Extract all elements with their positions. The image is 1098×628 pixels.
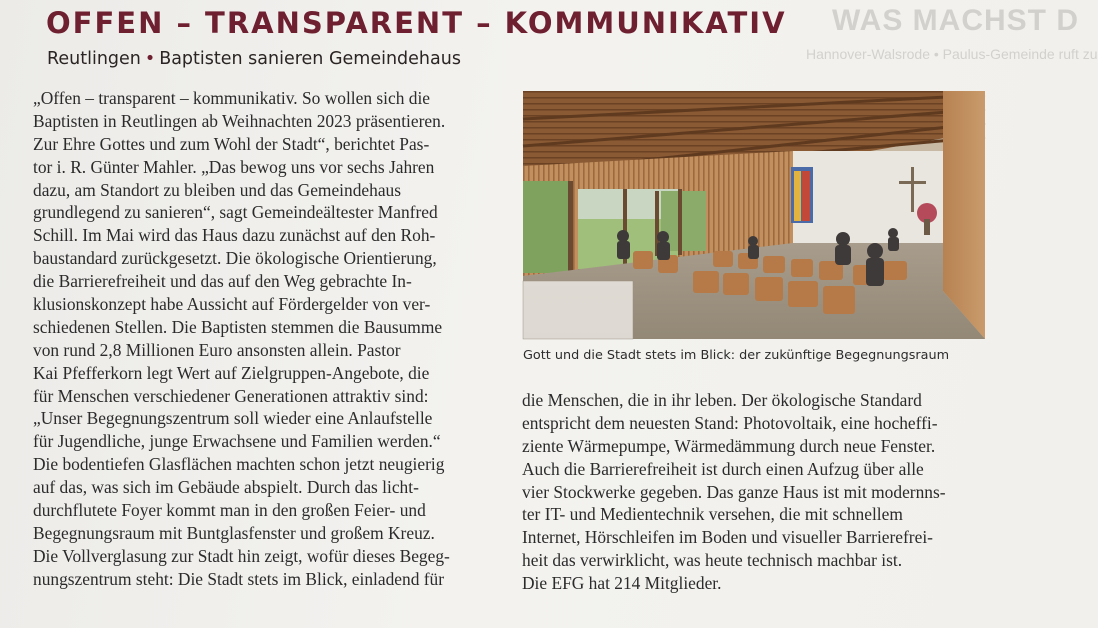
body-text-line: für Jugendliche, junge Erwachsene und Familien werden.“: [33, 431, 441, 452]
body-text-line: für Menschen verschiedener Generationen attraktiv sind:: [33, 385, 429, 406]
body-text-line: durchflutete Foyer kommt man in den großen Feier- und: [33, 500, 426, 521]
body-text-line: ter IT- und Medientechnik versehen, die mit schnellem: [522, 504, 903, 525]
body-text-line: Auch die Barrierefreiheit ist durch einen Aufzug über alle: [522, 458, 924, 479]
body-text-line: „Offen – transparent – kommunikativ. So wollen sich die: [33, 88, 431, 108]
bullet-separator: •: [144, 49, 156, 69]
body-text-line: Die bodentiefen Glasflächen machten schon jetzt neugierig: [33, 454, 445, 475]
body-text-line: Die Vollverglasung zur Stadt hin zeigt, wofür dieses Begeg-: [33, 545, 450, 566]
body-text-line: heit das verwirklicht, was heute technisch machbar ist.: [522, 550, 903, 571]
body-text-line: grundlegend zu sanieren“, sagt Gemeindeältester Manfred: [33, 202, 438, 223]
body-text-line: nungszentrum steht: Die Stadt stets im Blick, einladend für: [33, 568, 445, 589]
location-label: Reutlingen: [47, 49, 141, 69]
body-text-line: auf das, was sich im Gebäude abspielt. Durch das licht-: [33, 477, 419, 498]
body-text-line: schiedenen Stellen. Die Baptisten stemmen die Bausumme: [33, 316, 443, 337]
body-text-line: ziente Wärmepumpe, Wärmedämmung durch neue Fenster.: [522, 435, 936, 456]
subheadline-text: Baptisten sanieren Gemeindehaus: [159, 49, 461, 69]
body-text-line: Schill. Im Mai wird das Haus dazu zunächst auf den Roh-: [33, 225, 436, 246]
body-text-line: „Unser Begegnungszentrum soll wieder eine Anlaufstelle: [33, 408, 433, 429]
body-text-line: baustandard zurückgesetzt. Die ökologische Orientierung,: [33, 248, 437, 269]
show-through-text: [806, 4, 1098, 94]
body-text-line: die Barrierefreiheit und das auf den Weg gebrachte In-: [33, 271, 412, 292]
show-through-title: WAS MACHST D: [832, 4, 1079, 37]
article-subheadline: [47, 49, 461, 69]
body-text-line: tor i. R. Günter Mahler. „Das bewog uns vor sechs Jahren: [33, 156, 435, 177]
article-column-right: [522, 389, 992, 595]
body-text-line: Die EFG hat 214 Mitglieder.: [522, 573, 722, 594]
body-text-line: Internet, Hörschleifen im Boden und visueller Barrierefrei-: [522, 527, 933, 548]
body-text-line: dazu, am Standort zu bleiben und das Gemeindehaus: [33, 179, 401, 200]
body-text-line: Begegnungsraum mit Buntglasfenster und großem Kreuz.: [33, 522, 435, 543]
body-text-line: Kai Pfefferkorn legt Wert auf Zielgruppen-Angebote, die: [33, 362, 430, 383]
body-text-line: klusionskonzept habe Aussicht auf Fördergelder von ver-: [33, 294, 431, 315]
photo-caption: Gott und die Stadt stets im Blick: der zukünftige Begegnungsraum: [523, 348, 950, 363]
show-through-subtitle: Hannover-Walsrode • Paulus-Gemeinde ruft zu: [806, 46, 1098, 62]
body-text-line: von rund 2,8 Millionen Euro ansonsten allein. Pastor: [33, 339, 401, 360]
body-text-line: entspricht dem neuesten Stand: Photovoltaik, eine hocheffi-: [522, 412, 938, 433]
body-text-line: Baptisten in Reutlingen ab Weihnachten 2023 präsentieren.: [33, 110, 446, 131]
body-text-line: Zur Ehre Gottes und zum Wohl der Stadt“, berichtet Pas-: [33, 133, 430, 154]
church-interior-photo: [523, 91, 985, 339]
article-headline: OFFEN – TRANSPARENT – KOMMUNIKATIV: [46, 6, 787, 40]
body-text-line: die Menschen, die in ihr leben. Der ökologische Standard: [522, 390, 922, 410]
article-column-left: [33, 87, 503, 591]
body-text-line: vier Stockwerke gegeben. Das ganze Haus ist mit modernns-: [522, 481, 946, 502]
